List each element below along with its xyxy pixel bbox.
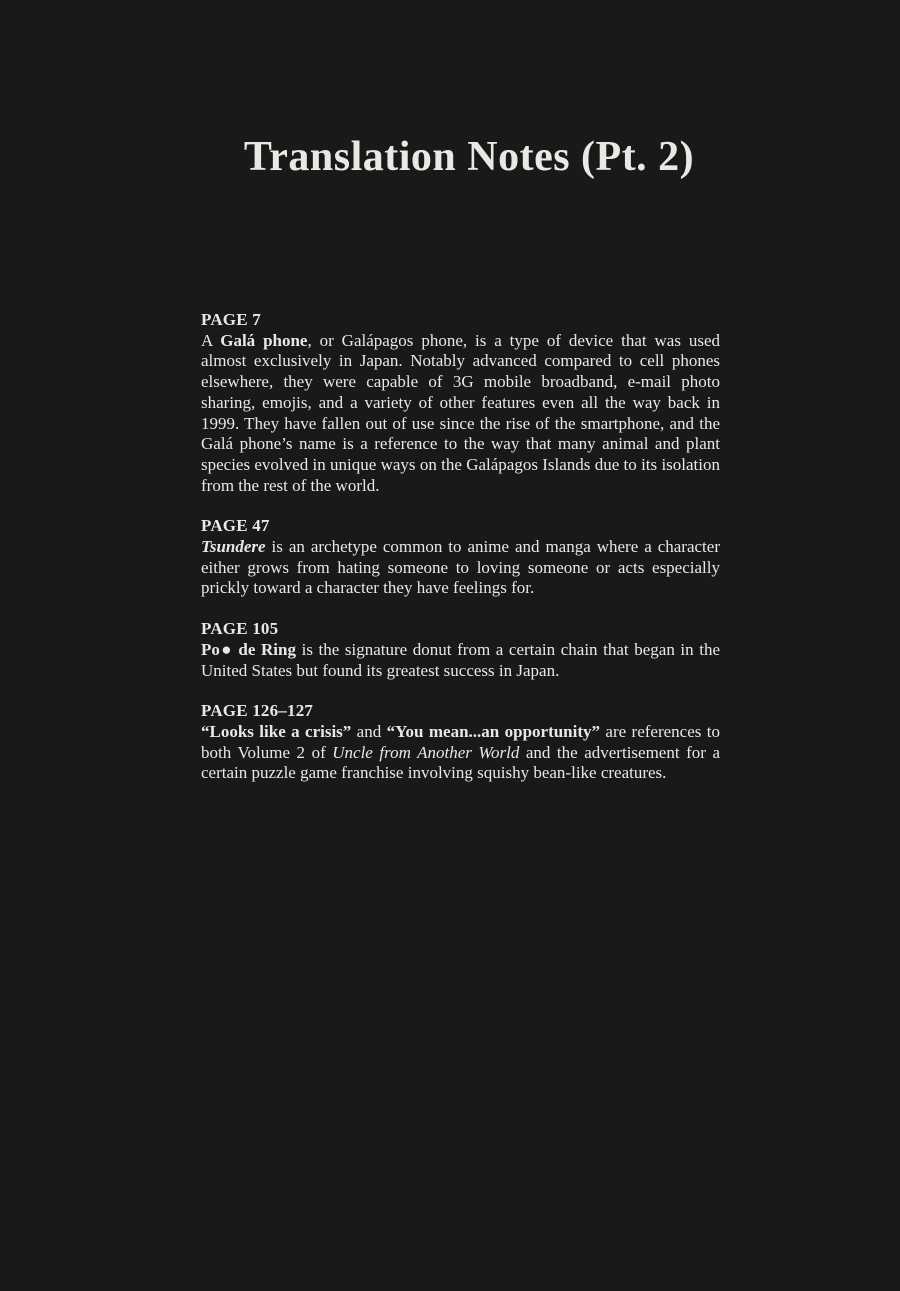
translation-note-section (201, 701, 720, 784)
text-segment: is an archetype common to anime and manga where a character either grows from hating someone to loving someone or acts especially prickly toward a character they have feelings for. (201, 537, 720, 598)
text-segment: Uncle from Another World (332, 742, 520, 762)
section-body (201, 537, 720, 599)
text-segment: Po● de Ring (201, 639, 296, 659)
translation-note-section (201, 619, 720, 681)
section-body (201, 640, 720, 681)
section-body (201, 331, 720, 497)
text-segment: are references to both Volume 2 of (201, 721, 720, 762)
text-segment: “Looks like a crisis” (201, 721, 352, 741)
text-segment: is the signature donut from a certain chain that began in the United States but found its greatest success in Japan. (201, 639, 721, 680)
section-heading: PAGE 47 (201, 516, 270, 536)
text-segment: Galá phone (220, 330, 308, 350)
text-segment: and the advertisement for a certain puzzle game franchise involving squishy bean-like creatures. (201, 742, 720, 783)
text-segment: “You mean...an opportunity” (386, 721, 601, 741)
text-segment: and (351, 721, 387, 741)
section-heading: PAGE 7 (201, 310, 261, 329)
text-segment: Tsundere (201, 537, 266, 557)
text-segment: A (201, 330, 221, 350)
page-title: Translation Notes (Pt. 2) (243, 134, 695, 180)
translation-note-section (201, 310, 720, 496)
translation-note-section (201, 516, 720, 599)
section-body (201, 722, 720, 784)
text-segment: , or Galápagos phone, is a type of device that was used almost exclusively in Japan. Notably advanced compared to cell phones elsewhere, they were capable of 3G mobile broadband, e-mail photo sharing, emojis, and a variety of other features even all the way back in 1999. They have fallen out of use since the rise of the smartphone, and the Galá phone’s name is a reference to the way that many animal and plant species evolved in unique ways on the Galápagos Islands due to its isolation from the rest of the world. (201, 330, 720, 495)
section-heading: PAGE 105 (201, 619, 279, 639)
notes-content (201, 310, 720, 784)
section-heading: PAGE 126–127 (201, 701, 314, 721)
